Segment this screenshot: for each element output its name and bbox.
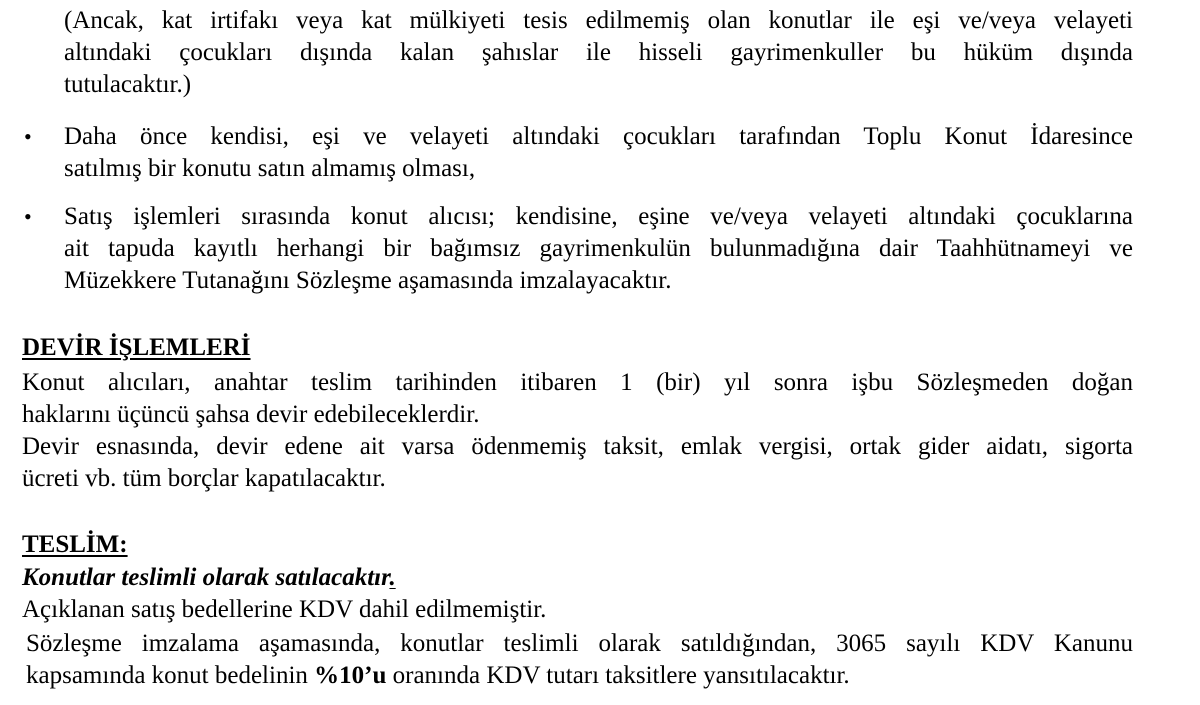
section-heading-devir: DEVİR İŞLEMLERİ	[22, 334, 251, 361]
devir-p1-line-1: Konut alıcıları, anahtar teslim tarihinden itibaren 1 (bir) yıl sonra işbu Sözleşmeden doğan	[22, 369, 1133, 396]
section-heading-teslim: TESLİM:	[22, 531, 128, 558]
devir-p2-line-1: Devir esnasında, devir edene ait varsa ödenmemiş taksit, emlak vergisi, ortak gider aidatı, sigorta	[22, 433, 1133, 460]
teslim-kdv-line	[22, 594, 1133, 626]
intro-line-3: tutulacaktır.)	[64, 71, 192, 98]
teslim-final-paragraph	[26, 628, 1133, 692]
devir-p2-line-2: ücreti vb. tüm borçlar kapatılacaktır.	[22, 465, 386, 492]
bullet-text	[64, 201, 1133, 297]
teslim-final-line-2-a: kapsamında konut bedelinin	[26, 662, 315, 689]
bullet-text	[64, 121, 1133, 185]
teslim-italic-line	[22, 562, 1133, 594]
teslim-final-line-1: Sözleşme imzalama aşamasında, konutlar teslimli olarak satıldığından, 3065 sayılı KDV Kanunu	[26, 630, 1133, 657]
teslim-italic-period: .	[389, 564, 396, 591]
intro-line-1: (Ancak, kat irtifakı veya kat mülkiyeti tesis edilmemiş olan konutlar ile eşi ve/veya velayeti	[64, 7, 1133, 34]
teslim-final-line-2	[26, 660, 1133, 692]
bullet-2-line-1: Satış işlemleri sırasında konut alıcısı; kendisine, eşine ve/veya velayeti altındaki çocuklarına	[64, 203, 1133, 230]
bullet-2-line-2: ait tapuda kayıtlı herhangi bir bağımsız gayrimenkulün bulunmadığına dair Taahhütnameyi ve	[64, 235, 1133, 262]
devir-paragraph-1	[22, 367, 1133, 431]
devir-p1-line-2: haklarını üçüncü şahsa devir edebileceklerdir.	[22, 401, 480, 428]
bullet-icon: •	[24, 124, 32, 149]
teslim-kdv-text: Açıklanan satış bedellerine KDV dahil edilmemiştir.	[22, 596, 547, 623]
teslim-final-line-2-b: oranında KDV tutarı taksitlere yansıtılacaktır.	[386, 662, 850, 689]
intro-line-2: altındaki çocukları dışında kalan şahıslar ile hisseli gayrimenkuller bu hüküm dışında	[64, 39, 1133, 66]
bullet-2-line-3: Müzekkere Tutanağını Sözleşme aşamasında imzalayacaktır.	[64, 267, 672, 294]
devir-paragraph-2	[22, 431, 1133, 495]
intro-paragraph	[64, 5, 1133, 101]
teslim-italic-text: Konutlar teslimli olarak satılacaktır	[22, 564, 390, 591]
bullet-1-line-1: Daha önce kendisi, eşi ve velayeti altındaki çocukları tarafından Toplu Konut İdaresince	[64, 123, 1133, 150]
bullet-1-line-2: satılmış bir konutu satın almamış olması,	[64, 155, 476, 182]
vat-rate: %10’u	[314, 662, 387, 689]
bullet-icon: •	[24, 204, 32, 229]
